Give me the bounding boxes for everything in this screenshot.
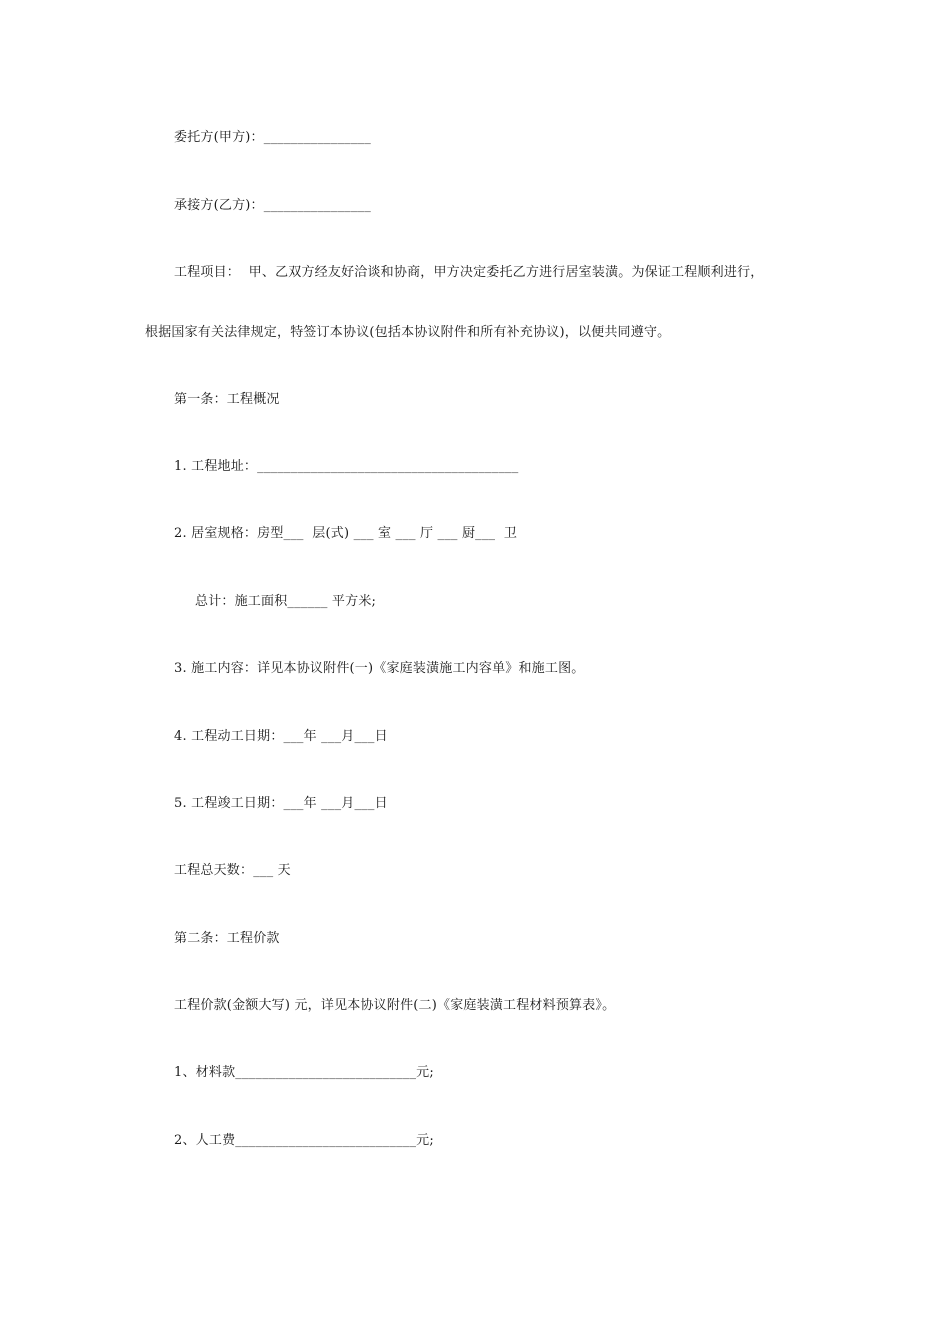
article-2-heading: 第二条：工程价款 (174, 931, 280, 946)
item-5-completion-date: 5. 工程竣工日期：___年 ___月___日 (174, 796, 388, 811)
contractor-party-line: 承接方(乙方)：________________ (174, 198, 371, 213)
item-2-total-area: 总计：施工面积______ 平方米; (195, 594, 377, 609)
price-material-line: 1、材料款___________________________元; (174, 1065, 434, 1080)
item-1-address: 1. 工程地址：_______________________________________ (174, 459, 519, 474)
total-days-line: 工程总天数：___ 天 (174, 863, 291, 878)
client-party-line: 委托方(甲方)：________________ (174, 130, 371, 145)
price-description: 工程价款(金额大写) 元，详见本协议附件(二)《家庭装潢工程材料预算表》。 (174, 998, 616, 1013)
project-intro-continuation: 根据国家有关法律规定，特签订本协议(包括本协议附件和所有补充协议)，以便共同遵守。 (145, 325, 671, 340)
item-2-room-layout: 2. 居室规格：房型___ 层(式) ___ 室 ___ 厅 ___ 厨___ 卫 (174, 526, 518, 541)
item-4-start-date: 4. 工程动工日期：___年 ___月___日 (174, 729, 388, 744)
price-labor-line: 2、人工费___________________________元; (174, 1133, 434, 1148)
item-3-work-content: 3. 施工内容：详见本协议附件(一)《家庭装潢施工内容单》和施工图。 (174, 661, 585, 676)
article-1-heading: 第一条：工程概况 (174, 392, 280, 407)
project-intro-line: 工程项目： 甲、乙双方经友好洽谈和协商，甲方决定委托乙方进行居室装潢。为保证工程顺利进行， (174, 265, 764, 280)
